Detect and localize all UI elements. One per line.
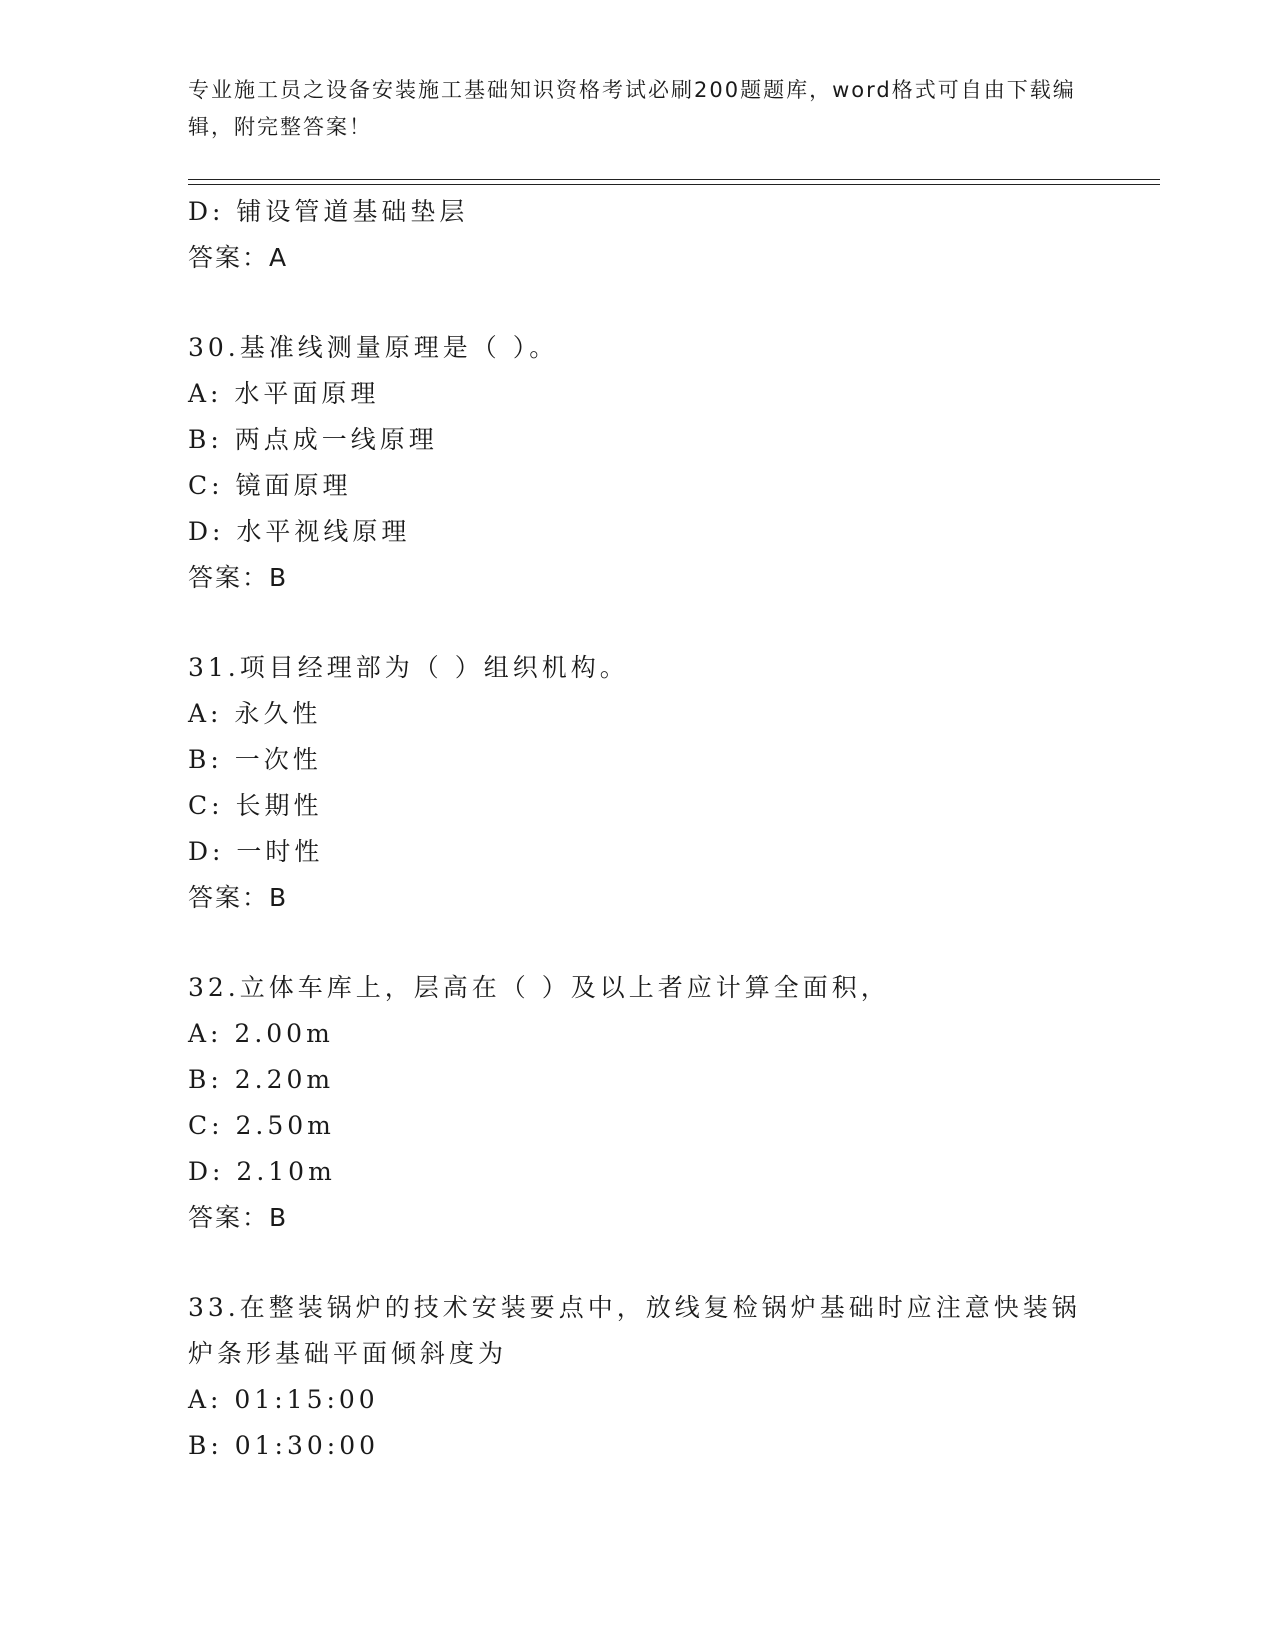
question-stem: 30.基准线测量原理是（ ）。 xyxy=(188,333,559,362)
question-31 xyxy=(188,645,1088,921)
option-a: A: 01:15:00 xyxy=(188,1385,379,1414)
option-c: C: 长期性 xyxy=(188,791,323,820)
answer-label: 答案：B xyxy=(188,563,289,592)
option-b: B: 两点成一线原理 xyxy=(188,425,438,454)
answer-label: 答案：B xyxy=(188,883,289,912)
answer-label: 答案：A xyxy=(188,243,289,272)
option-b: B: 2.20m xyxy=(188,1065,335,1094)
option-d: D: 2.10m xyxy=(188,1157,336,1186)
header-divider xyxy=(188,179,1160,185)
question-33 xyxy=(188,1285,1088,1469)
question-stem-line-1: 33.在整装锅炉的技术安装要点中，放线复检锅炉基础时应注意快装锅 xyxy=(188,1293,1081,1322)
option-d: D: 铺设管道基础垫层 xyxy=(188,197,469,226)
document-body xyxy=(188,189,1088,1469)
document-header: 专业施工员之设备安装施工基础知识资格考试必刷200题题库，word格式可自由下载编辑，附完整答案！ xyxy=(188,78,1076,139)
question-30 xyxy=(188,325,1088,601)
option-c: C: 2.50m xyxy=(188,1111,335,1140)
question-stem-line-2: 炉条形基础平面倾斜度为 xyxy=(188,1339,508,1368)
question-stem: 31.项目经理部为（ ）组织机构。 xyxy=(188,653,629,682)
option-b: B: 一次性 xyxy=(188,745,322,774)
answer-label: 答案：B xyxy=(188,1203,289,1232)
option-a: A: 永久性 xyxy=(188,699,322,728)
option-a: A: 水平面原理 xyxy=(188,379,380,408)
option-a: A: 2.00m xyxy=(188,1019,334,1048)
question-32 xyxy=(188,965,1088,1241)
option-c: C: 镜面原理 xyxy=(188,471,352,500)
option-b: B: 01:30:00 xyxy=(188,1431,380,1460)
question-stem: 32.立体车库上，层高在（ ）及以上者应计算全面积， xyxy=(188,973,890,1002)
option-d: D: 水平视线原理 xyxy=(188,517,411,546)
option-d: D: 一时性 xyxy=(188,837,324,866)
